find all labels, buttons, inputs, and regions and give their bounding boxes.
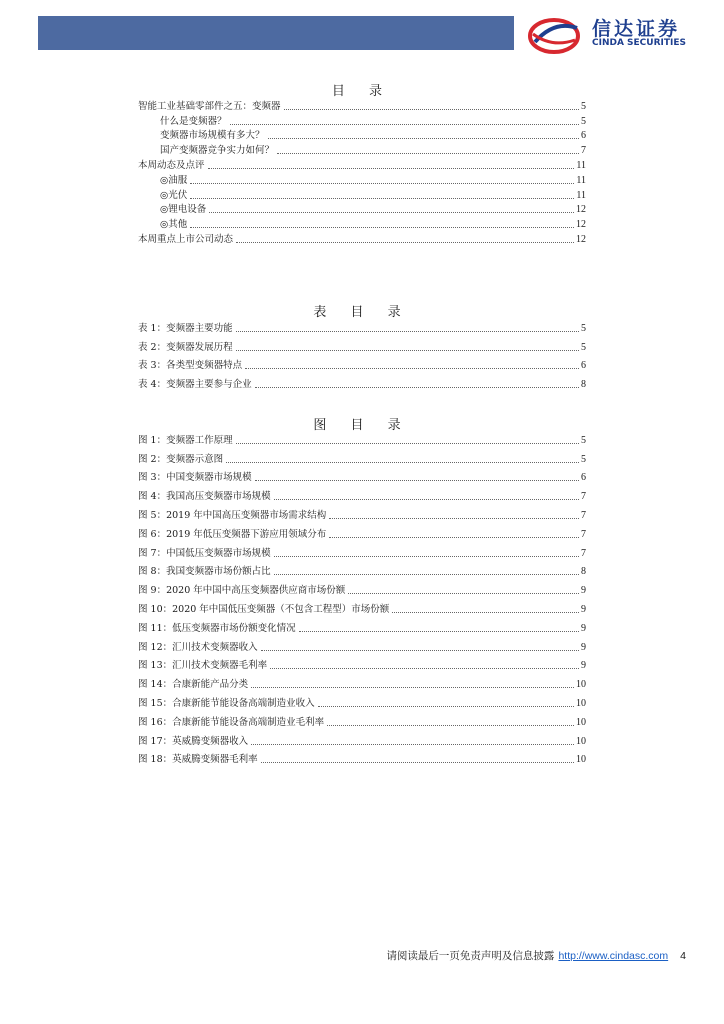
toc-list xyxy=(138,99,586,247)
table-entry[interactable]: 表 2：变频器发展历程 5 xyxy=(138,341,586,353)
figure-entry[interactable]: 图 17：英威腾变频器收入 10 xyxy=(138,735,586,747)
figure-entry[interactable]: 图 1：变频器工作原理 5 xyxy=(138,434,586,446)
toc-entry[interactable]: 本周动态及点评 11 xyxy=(138,159,586,171)
figure-entry[interactable]: 图 8：我国变频器市场份额占比 8 xyxy=(138,566,586,578)
table-entry[interactable]: 表 3：各类型变频器特点 6 xyxy=(138,360,586,372)
toc-entry[interactable]: ◎锂电设备 12 xyxy=(160,204,586,216)
tables-title: 表 目 录 xyxy=(313,305,411,320)
figure-entry[interactable]: 图 6：2019 年低压变频器下游应用领域分布 7 xyxy=(138,528,586,540)
tables-list xyxy=(138,317,586,392)
toc-title: 目 录 xyxy=(331,84,393,99)
figure-entry[interactable]: 图 7：中国低压变频器市场规模 7 xyxy=(138,547,586,559)
table-entry[interactable]: 表 4：变频器主要参与企业 8 xyxy=(138,379,586,391)
website-link[interactable]: http://www.cindasc.com xyxy=(558,950,669,962)
table-entry[interactable]: 表 1：变频器主要功能 5 xyxy=(138,322,586,334)
figure-entry[interactable]: 图 9：2020 年中国中高压变频器供应商市场份额 9 xyxy=(138,585,586,597)
figure-entry[interactable]: 图 13：汇川技术变频器毛利率 9 xyxy=(138,660,586,672)
figure-entry[interactable]: 图 15：合康新能节能设备高端制造业收入 10 xyxy=(138,697,586,709)
toc-entry[interactable]: ◎其他 12 xyxy=(160,219,586,231)
toc-entry[interactable]: ◎油服 11 xyxy=(160,174,586,186)
figure-entry[interactable]: 图 10：2020 年中国低压变频器（不包含工程型）市场份额 9 xyxy=(138,603,586,615)
page-footer xyxy=(0,948,686,963)
logo-english-name: CINDA SECURITIES xyxy=(592,38,686,48)
toc-entry[interactable]: 本周重点上市公司动态 12 xyxy=(138,233,586,245)
toc-entry[interactable]: ◎光伏 11 xyxy=(160,189,586,201)
toc-entry[interactable]: 国产变频器竞争实力如何？ 7 xyxy=(160,145,586,157)
figure-entry[interactable]: 图 18：英威腾变频器毛利率 10 xyxy=(138,754,586,766)
toc-entry[interactable]: 什么是变频器？ 5 xyxy=(160,115,586,127)
page-number: 4 xyxy=(680,950,686,962)
figure-entry[interactable]: 图 12：汇川技术变频器收入 9 xyxy=(138,641,586,653)
figure-entry[interactable]: 图 3：中国变频器市场规模 6 xyxy=(138,472,586,484)
figures-list xyxy=(138,429,586,767)
figure-entry[interactable]: 图 14：合康新能产品分类 10 xyxy=(138,679,586,691)
figures-title: 图 目 录 xyxy=(313,418,411,433)
toc-entry[interactable]: 变频器市场规模有多大？ 6 xyxy=(160,130,586,142)
figure-entry[interactable]: 图 16：合康新能节能设备高端制造业毛利率 10 xyxy=(138,716,586,728)
figure-entry[interactable]: 图 5：2019 年中国高压变频器市场需求结构 7 xyxy=(138,509,586,521)
figure-entry[interactable]: 图 2：变频器示意图 5 xyxy=(138,453,586,465)
logo-chinese-name: 信达证券 xyxy=(592,18,681,40)
figure-entry[interactable]: 图 4：我国高压变频器市场规模 7 xyxy=(138,491,586,503)
disclaimer-text: 请阅读最后一页免责声明及信息披露 xyxy=(386,950,555,962)
figure-entry[interactable]: 图 11：低压变频器市场份额变化情况 9 xyxy=(138,622,586,634)
header-band xyxy=(38,16,514,50)
toc-entry[interactable]: 智能工业基础零部件之五：变频器 5 xyxy=(138,100,586,112)
